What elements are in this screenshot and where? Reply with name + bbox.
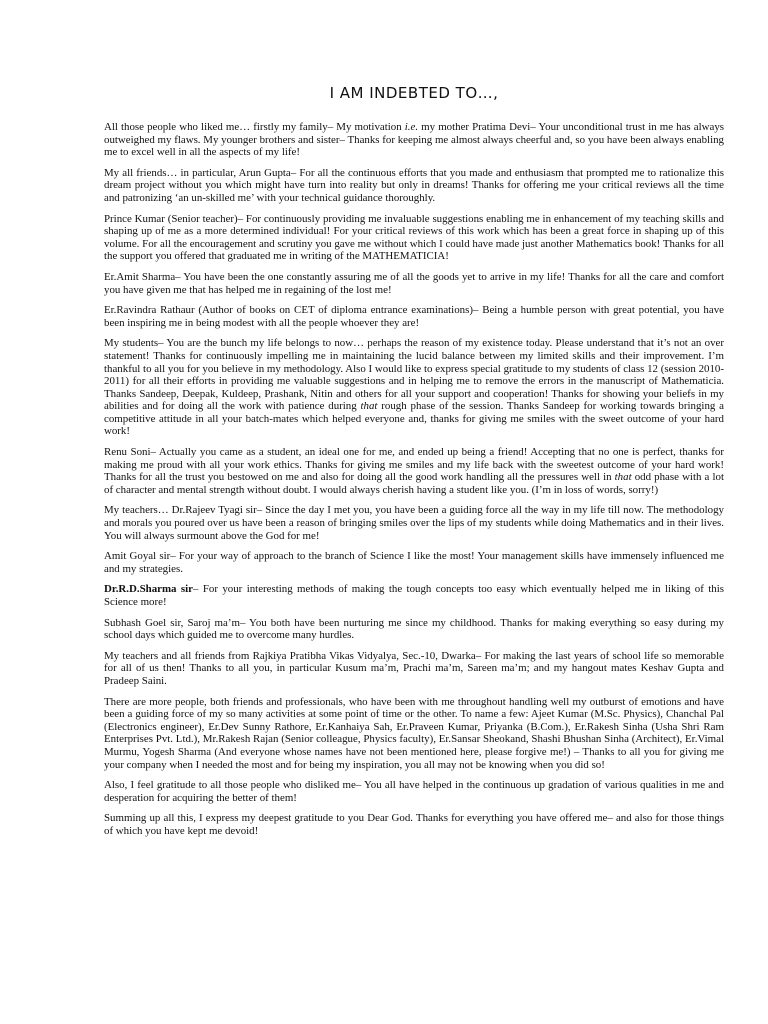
italic-text: that: [614, 471, 632, 484]
page-title: I AM INDEBTED TO…,: [329, 84, 499, 102]
paragraph-teachers: My teachers… Dr.Rajeev Tyagi sir– Since the day I met you, you have been a guiding force all the way in my life till now. The methodology and morals you poured over us have been a reason of bringing smiles over the lips of my students while doing Mathematics and in their lives. You will always surmount above the God for me!: [104, 504, 724, 542]
paragraph-text: rough phase of the session. Thanks Sandeep for working towards bringing a competitive attitude in all your batch-mates which helped everyone and, thanks for giving me smiles with the sweet outcome of your hard work!: [104, 400, 724, 438]
paragraph-friends: My all friends… in particular, Arun Gupta– For all the continuous efforts that you made and enthusiasm that prompted me to rationalize this dream project without you which might have turn into reality but only in dreams! Thanks for offering me your critical reviews all the time and patronizing ‘an un-skilled me’ with your technical guidance thoroughly.: [104, 166, 724, 204]
paragraph-ravindra-rathaur: Er.Ravindra Rathaur (Author of books on CET of diploma entrance examinations)– Being a humble person with great potential, you have been inspiring me in being modest with all the people whoever they are!: [104, 304, 724, 329]
paragraph-prince-kumar: Prince Kumar (Senior teacher)– For continuously providing me invaluable suggestions enabling me in enhancement of my teaching skills and shaping up of me as a more determined individual! For your critical reviews of this work which has been a great force in shaping up of this volume. For all the encouragement and scrutiny you gave me without which I could have made just another Mathematics book! Thanks for all the support you offered that graduated me in writing of the MATHEMATICIA!: [104, 212, 724, 263]
paragraph-renu-soni: [104, 446, 724, 496]
paragraph-students: [104, 337, 724, 438]
paragraph-text: All those people who liked me… firstly my family– My motivation: [104, 121, 405, 133]
paragraph-family: [104, 121, 724, 159]
bold-name: Dr.R.D.Sharma sir: [104, 583, 193, 596]
paragraph-amit-sharma: Er.Amit Sharma– You have been the one constantly assuring me of all the goods yet to arrive in my life! Thanks for all the care and comfort you have given me that has helped me in regaining of the lost me!: [104, 270, 724, 296]
paragraph-text: – For your interesting methods of making the tough concepts too easy which eventually helped me in liking of this Science more!: [104, 583, 724, 608]
paragraph-god: Summing up all this, I express my deepest gratitude to you Dear God. Thanks for everything you have offered me– and also for those things of which you have kept me devoid!: [104, 812, 724, 837]
paragraph-more-people: There are more people, both friends and professionals, who have been with me throughout handling well my outburst of emotions and have been a guiding force of my so many activities at some point of time or the other. To name a few: Ajeet Kumar (M.Sc. Physics), Chanchal Pal (Electronics engineer), Er.Dev Sunny Rathore, Er.Kanhaiya Sah, Er.Praveen Kumar, Priyanka (B.Com.), Er.Rakesh Sinha (Usha Shri Ram Enterprises Pvt. Ltd.), Mr.Rakesh Rajan (Senior colleague, Physics faculty), Er.Sansar Sheokand, Shashi Bhushan Sinha (Architect), Er.Vimal Murmu, Yogesh Sharma (And everyone whose names have not been mentioned here, please forgive me!) – Thanks to all you for giving me your company when I needed the most and for being my inspiration, you all may not be knowing when you did so!: [104, 695, 724, 771]
paragraph-subhash-goel: Subhash Goel sir, Saroj ma’m– You both have been nurturing me since my childhood. Thanks for making everything so easy during my school days which guided me to overcome many hurdles.: [104, 616, 724, 642]
paragraph-text: odd phase with a lot of character and mental strength without doubt. I would always cherish having a student like you. (I’m in loss of words, sorry!): [104, 471, 724, 496]
paragraph-amit-goyal: Amit Goyal sir– For your way of approach to the branch of Science I like the most! Your management skills have immensely influenced me and my strategies.: [104, 550, 724, 575]
italic-text: i.e.: [404, 121, 419, 133]
paragraph-disliked: Also, I feel gratitude to all those people who disliked me– You all have helped in the continuous up gradation of various qualities in me and desperation for acquiring the better of them!: [104, 779, 724, 804]
paragraph-text: Renu Soni– Actually you came as a student, an ideal one for me, and ended up being a friend! Accepting that no one is perfect, thanks for making me proud with all your work ethics. Thanks for giving me smiles and my life back with the sweetest outcome of your hard work! Thanks for all the trust you bestowed on me and also for doing all the good work handling all the pressures well in: [104, 446, 724, 484]
paragraph-rd-sharma: [104, 583, 724, 608]
italic-text: that: [360, 400, 378, 413]
paragraph-text: My students– You are the bunch my life belongs to now… perhaps the reason of my existence today. Please understand that it’s not an over statement! Thanks for continuously impelling me in maintaining the lucid balance between my limited skills and their improvement. I’m thankful to all you for you believe in my methodology. Also I would like to express special gratitude to my students of class 12 (session 2010-2011) for all their efforts in providing me valuable suggestions and in helping me to remove the errors in the manuscript of Mathematicia. Thanks Sandeep, Deepak, Kuldeep, Prashank, Nitin and others for all your support and cooperation! Thanks for showing your beliefs in my abilities and for doing all the work with patience during: [104, 337, 724, 413]
paragraph-school-friends: My teachers and all friends from Rajkiya Pratibha Vikas Vidyalya, Sec.-10, Dwarka– For making the last years of school life so memorable for all of us then! Thanks to all you, in particular Kusum ma’m, Prachi ma’m, Sareen ma’m; and my hangout mates Keshav Gupta and Pradeep Saini.: [104, 649, 724, 687]
paragraph-text: my mother Pratima Devi– Your unconditional trust in me has always outweighed my flaws. My younger brothers and sister– Thanks for keeping me almost always cheerful and, so you have been always enabling me to excel well in all the aspects of my life!: [104, 121, 725, 159]
acknowledgement-page: [104, 84, 724, 846]
